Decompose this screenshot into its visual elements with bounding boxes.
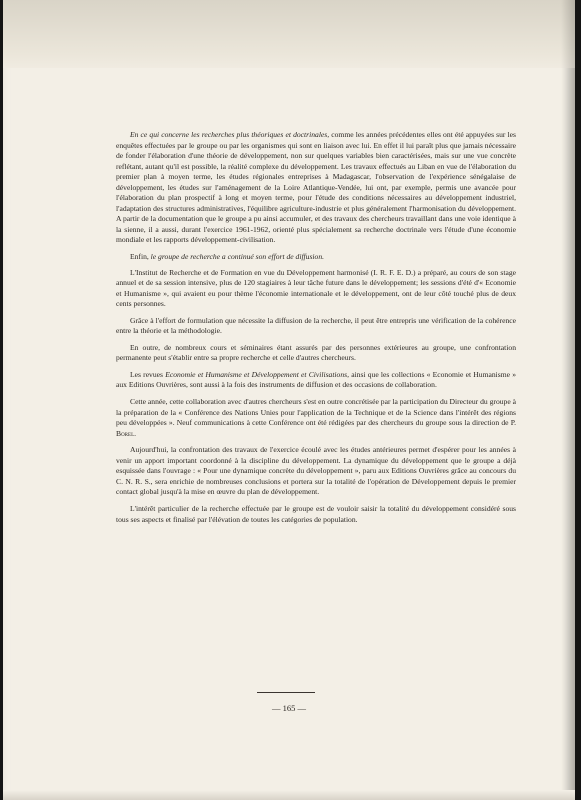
paragraph-diffusion-intro: Enfin, le groupe de recherche a continué son effort de diffusion. (130, 252, 325, 262)
paragraph-irfed: L'Institut de Recherche et de Formation en vue du Développement harmonisé (I. R. F. E. D.) a préparé, au cours de son stage annuel et de sa session intensive, plus de 120 stagiaires à leur tâche future dans le développement; les sessions d'été d'« Economie et Humanisme », qui avaient eu pour thème l'économie internationale et le développement, ont de leur côté touché plus de deux cents personnes. (116, 267, 516, 309)
author-name-smallcaps: Borel (116, 428, 135, 438)
paragraph-italic-tail: le groupe de recherche a continué son effort de diffusion. (150, 252, 325, 262)
paragraph-collaboration: Cette année, cette collaboration avec d'autres chercheurs s'est en outre concrétisée par la participation du Directeur du groupe à la préparation de la « Conférence des Nations Unies pour l'application de la Technique et de la Science dans l'intérêt des régions peu développées ». Neuf communications à cette Conférence ont été rédigées par des chercheurs du groupe sous la direction de P. Borel. (116, 397, 516, 438)
page-number: — 165 — (272, 703, 306, 713)
section-divider (257, 692, 315, 693)
page-bottom-shadow (3, 790, 575, 800)
body-text (116, 130, 516, 531)
document-page (3, 0, 575, 800)
paragraph-italic-titles: Economie et Humanisme et Développement et Civilisations, (165, 369, 349, 379)
paragraph-formulation: Grâce à l'effort de formulation que nécessite la diffusion de la recherche, il peut être entrepris une vérification de la cohérence entre la théorie et la méthodologie. (116, 315, 516, 336)
paragraph-reviews: Les revues Economie et Humanisme et Développement et Civilisations, ainsi que les collections « Economie et Humanisme » aux Editions Ouvrières, sont aussi à la fois des instruments de diffusion et des occasions de collaboration. (116, 369, 516, 390)
paragraph-confrontation: Aujourd'hui, la confrontation des travaux de l'exercice écoulé avec les études antérieures permet d'espérer pour les années à venir un apport important coordonné à la discipline du développement. La dynamique du développement que le groupe a déjà esquissée dans l'ouvrage : « Pour une dynamique concrète du développement », paru aux Editions Ouvrières grâce au concours du C. N. R. S., sera enrichie de nombreuses conclusions et portera sur la totalité de l'opération de Développement depuis le premier contact global jusqu'à la mise en œuvre du plan de développement. (116, 445, 516, 497)
page-top-shadow (3, 0, 575, 68)
page-spine-shadow (561, 0, 575, 800)
paragraph-seminars: En outre, de nombreux cours et séminaires étant assurés par des personnes extérieures au groupe, une confrontation permanente peut s'établir entre sa propre recherche et celle d'autres chercheurs. (116, 342, 516, 363)
paragraph-conclusion: L'intérêt particulier de la recherche effectuée par le groupe est de vouloir saisir la totalité du développement considéré sous tous ses aspects et finalisé par l'élévation de toutes les catégories de population. (116, 503, 516, 524)
paragraph-doctrinal-research: En ce qui concerne les recherches plus théoriques et doctrinales, comme les années précédentes elles ont été appuyées sur les enquêtes effectuées par le groupe ou par les organismes qui sont en liaison avec lui. En effet il lui paraît plus que jamais nécessaire de fonder l'élaboration d'une théorie de développement, non sur quelques variables bien caractérisées, mais sur une vue concrète reflétant, autant qu'il est possible, la réalité complexe du développement. Les travaux effectués au Liban en vue de l'élaboration du premier plan à moyen terme, les études régionales entreprises à Madagascar, l'observation de l'expérience sénégalaise de développement, les études sur l'aménagement de la Loire Atlantique-Vendée, lui ont, par exemple, permis une avancée pour l'élaboration du plan prospectif à long et moyen terme, pour l'étude des conditions nécessaires au développement industriel, l'adaptation des structures administratives, l'équilibre agriculture-industrie et plus généralement l'harmonisation du développement. A partir de la documentation que le groupe a pu ainsi accumuler, et des travaux des chercheurs travaillant dans une voie identique à la sienne, il a aussi, durant l'exercice 1961-1962, orienté plus spécialement sa recherche doctrinale vers l'étude d'une économie mondiale et les rapports développement-civilisation. (116, 130, 516, 245)
paragraph-lead-italic: En ce qui concerne les recherches plus théoriques et doctrinales, (130, 130, 330, 139)
